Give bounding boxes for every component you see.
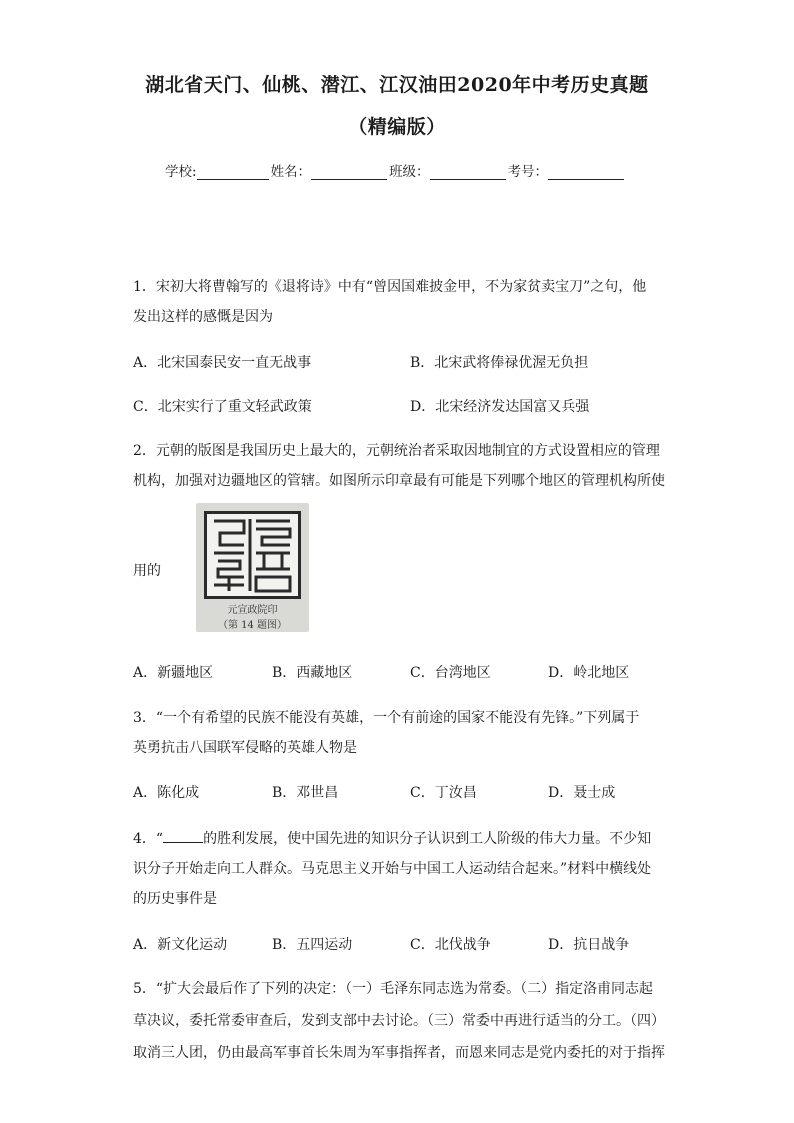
q4-stem-line2: 识分子开始走向工人群众。马克思主义开始与中国工人运动结合起来。”材料中横线处 xyxy=(133,861,652,877)
q5-stem-line3: 取消三人团，仍由最高军事首长朱周为军事指挥者，而恩来同志是党内委托的对于指挥 xyxy=(133,1045,665,1061)
q4-stem-line3: 的历史事件是 xyxy=(133,891,217,907)
q4-blank xyxy=(163,829,203,843)
q2-option-d[interactable]: D．岭北地区 xyxy=(548,665,630,681)
page-title: 湖北省天门、仙桃、潜江、江汉油田2020年中考历史真题 xyxy=(145,74,649,96)
class-label: 班级： xyxy=(389,164,430,180)
q2-stem-line3: 用的 xyxy=(133,563,161,579)
student-info-row xyxy=(165,160,626,180)
number-field[interactable] xyxy=(548,165,624,180)
q2-stem-line2: 机构，加强对边疆地区的管辖。如图所示印章最有可能是下列哪个地区的管理机构所使 xyxy=(133,473,665,489)
q2-stem-line1: 2．元朝的版图是我国历史上最大的，元朝统治者采取因地制宜的方式设置相应的管理 xyxy=(133,443,660,459)
q1-option-c[interactable]: C．北宋实行了重文轻武政策 xyxy=(133,399,312,415)
q4-option-d[interactable]: D．抗日战争 xyxy=(548,937,630,953)
q4-prefix: 4．“ xyxy=(133,831,164,847)
q1-option-a[interactable]: A．北宋国泰民安一直无战事 xyxy=(133,355,312,371)
q5-stem-line1: 5．“扩大会最后作了下列的决定：（一）毛泽东同志选为常委。（二）指定洛甫同志起 xyxy=(133,981,654,997)
q3-option-c[interactable]: C．丁汝昌 xyxy=(410,785,477,801)
seal-caption: 元宣政院印 xyxy=(227,605,278,616)
school-label: 学校: xyxy=(165,164,197,180)
page-subtitle: （精编版） xyxy=(348,116,446,138)
number-label: 考号： xyxy=(507,164,549,180)
q2-option-c[interactable]: C．台湾地区 xyxy=(410,665,491,681)
q3-option-b[interactable]: B．邓世昌 xyxy=(272,785,339,801)
name-field[interactable] xyxy=(311,165,387,180)
q1-stem-line2: 发出这样的感慨是因为 xyxy=(133,309,273,325)
q3-option-a[interactable]: A．陈化成 xyxy=(133,785,200,801)
q2-option-a[interactable]: A．新疆地区 xyxy=(133,665,214,681)
seal-figure-label: （第 14 题图） xyxy=(217,620,288,631)
seal-icon xyxy=(204,511,301,599)
q2-option-b[interactable]: B．西藏地区 xyxy=(272,665,353,681)
class-field[interactable] xyxy=(430,165,506,180)
name-label: 姓名： xyxy=(270,164,312,180)
q1-option-b[interactable]: B．北宋武将俸禄优渥无负担 xyxy=(410,355,589,371)
q1-stem-line1: 1．宋初大将曹翰写的《退将诗》中有“曾因国难披金甲，不为家贫卖宝刀”之句，他 xyxy=(133,279,647,295)
q3-option-d[interactable]: D．聂士成 xyxy=(548,785,616,801)
q5-stem-line2: 草决议，委托常委审查后，发到支部中去讨论。（三）常委中再进行适当的分工。（四） xyxy=(133,1013,665,1029)
q1-option-d[interactable]: D．北宋经济发达国富又兵强 xyxy=(410,399,590,415)
q4-line1-text: 的胜利发展，使中国先进的知识分子认识到工人阶级的伟大力量。不少知 xyxy=(203,831,652,847)
q3-stem-line2: 英勇抗击八国联军侵略的英雄人物是 xyxy=(133,740,357,756)
q4-stem-line1 xyxy=(133,828,651,848)
q3-stem-line1: 3．“一个有希望的民族不能没有英雄，一个有前途的国家不能没有先锋。”下列属于 xyxy=(133,710,640,726)
seal-image xyxy=(196,503,309,632)
q4-option-a[interactable]: A．新文化运动 xyxy=(133,937,228,953)
q4-option-b[interactable]: B．五四运动 xyxy=(272,937,353,953)
q4-option-c[interactable]: C．北伐战争 xyxy=(410,937,491,953)
school-field[interactable] xyxy=(197,165,269,180)
